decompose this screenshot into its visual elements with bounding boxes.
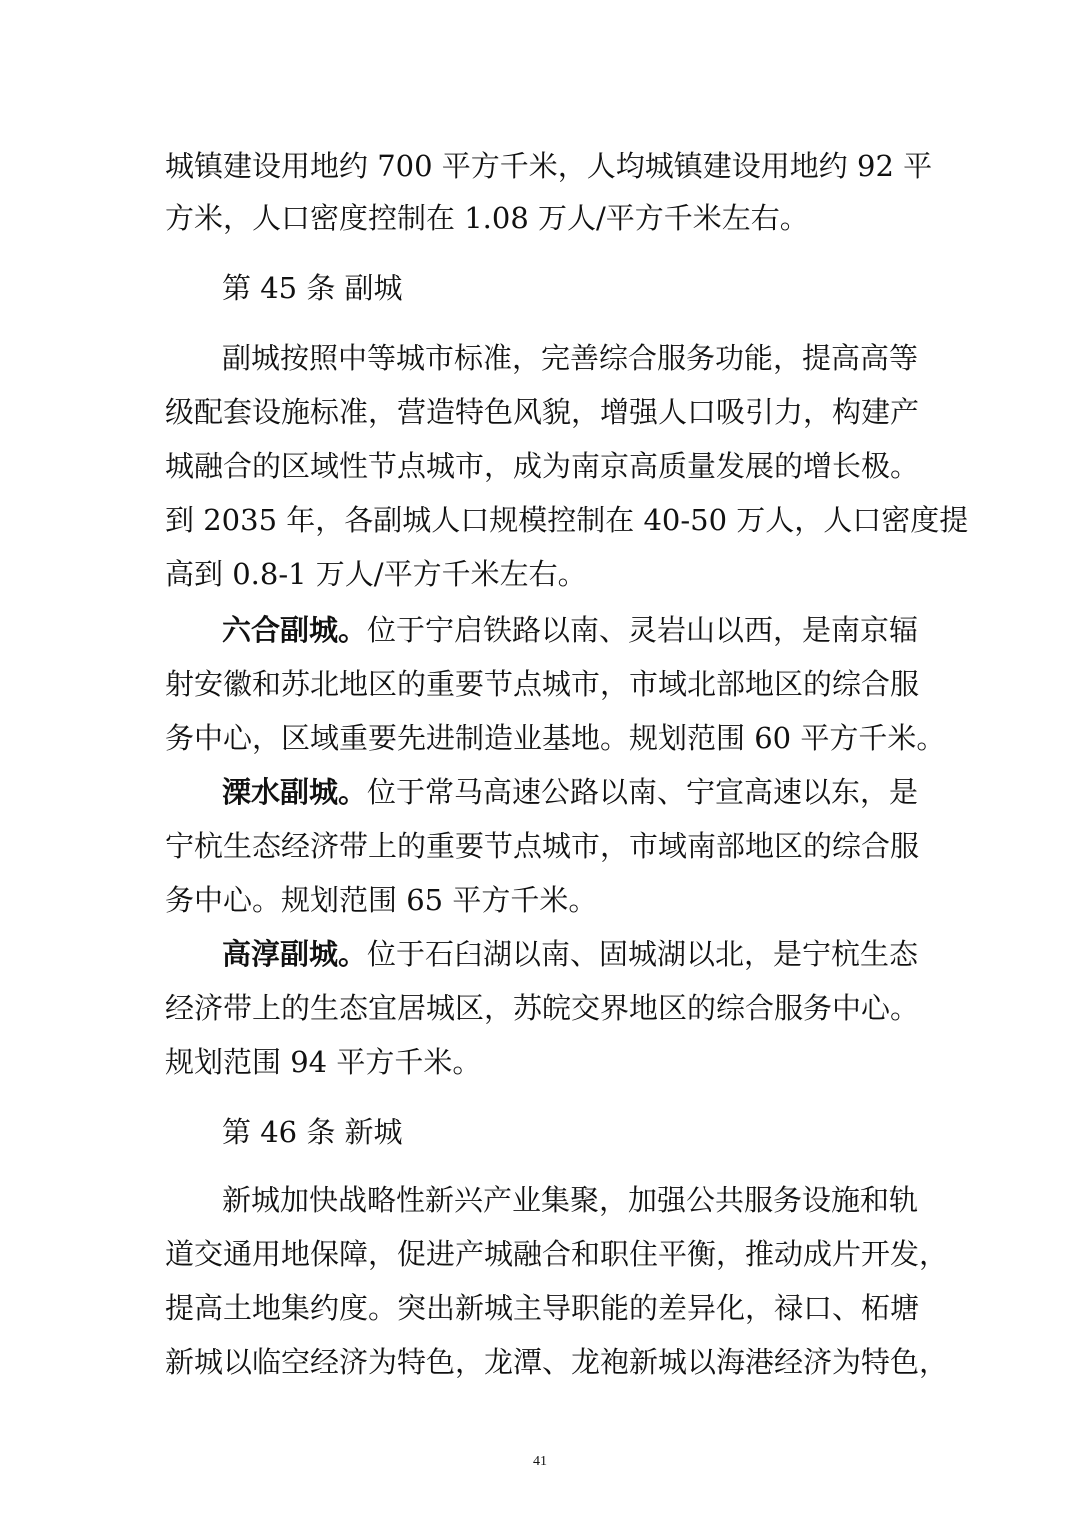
text-line: 方米，人口密度控制在 1.08 万人/平方千米左右。 [165,201,809,235]
text-line [222,934,919,974]
text-run: 位于宁启铁路以南、灵岩山以西，是南京辐 [367,613,919,647]
text-line: 宁杭生态经济带上的重要节点城市，市域南部地区的综合服 [165,829,920,863]
text-line: 规划范围 94 平方千米。 [165,1045,482,1079]
text-line: 新城以临空经济为特色，龙潭、龙袍新城以海港经济为特色， [165,1345,949,1379]
text-run: 位于常马高速公路以南、宁宣高速以东，是 [367,775,919,809]
text-line: 级配套设施标准，营造特色风貌，增强人口吸引力，构建产 [165,395,920,429]
page-number: 41 [533,1454,547,1469]
text-line [222,610,919,650]
text-line: 新城加快战略性新兴产业集聚，加强公共服务设施和轨 [222,1183,919,1217]
bold-label: 六合副城。 [222,613,368,647]
bold-label: 高淳副城。 [222,937,368,971]
article-heading: 第 46 条 新城 [222,1115,403,1149]
text-line: 到 2035 年，各副城人口规模控制在 40-50 万人，人口密度提 [165,503,969,537]
text-line: 务中心，区域重要先进制造业基地。规划范围 60 平方千米。 [165,721,946,755]
text-line: 道交通用地保障，促进产城融合和职住平衡，推动成片开发， [165,1237,949,1271]
text-run: 位于石臼湖以南、固城湖以北，是宁杭生态 [367,937,919,971]
text-line [222,772,919,812]
text-line: 射安徽和苏北地区的重要节点城市，市域北部地区的综合服 [165,667,920,701]
article-heading: 第 45 条 副城 [222,271,403,305]
text-line: 高到 0.8-1 万人/平方千米左右。 [165,557,587,591]
text-line: 务中心。规划范围 65 平方千米。 [165,883,598,917]
text-line: 副城按照中等城市标准，完善综合服务功能，提高高等 [222,341,919,375]
text-line: 提高土地集约度。突出新城主导职能的差异化，禄口、柘塘 [165,1291,920,1325]
bold-label: 溧水副城。 [222,775,368,809]
text-line: 城融合的区域性节点城市，成为南京高质量发展的增长极。 [165,449,920,483]
text-line: 城镇建设用地约 700 平方千米，人均城镇建设用地约 92 平 [165,149,933,183]
text-line: 经济带上的生态宜居城区，苏皖交界地区的综合服务中心。 [165,991,920,1025]
